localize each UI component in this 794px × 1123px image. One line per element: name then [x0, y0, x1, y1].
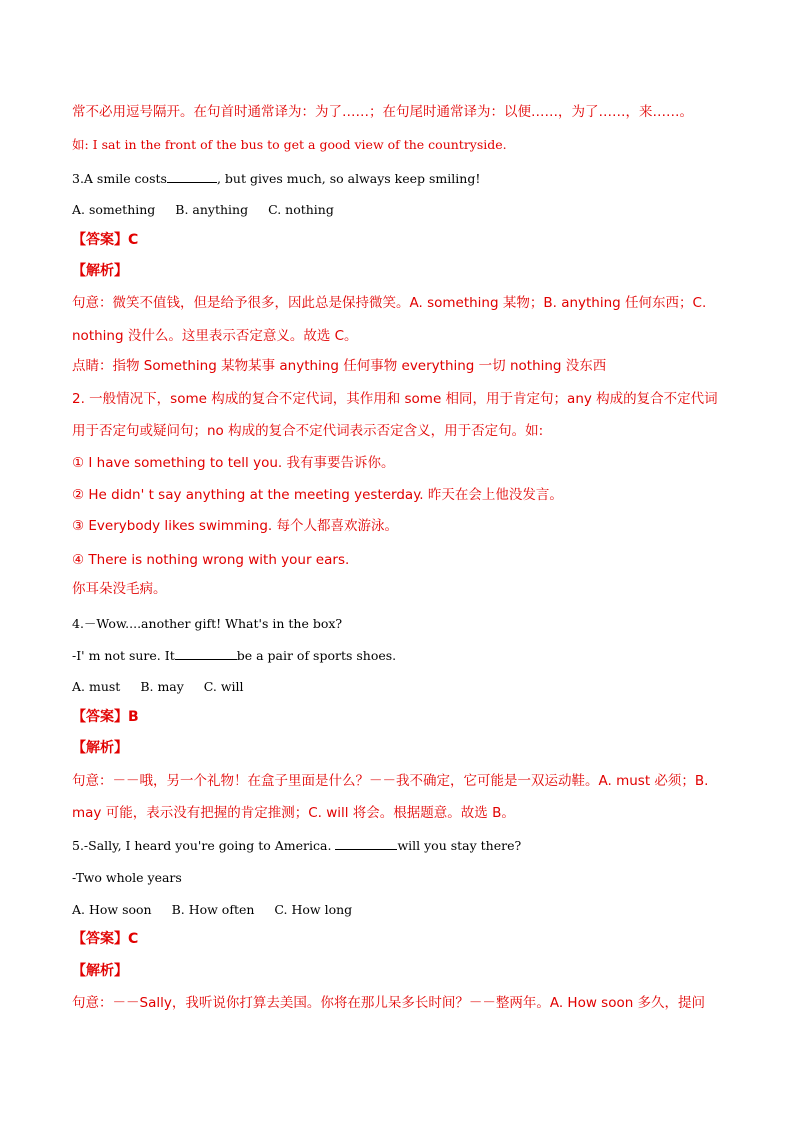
question-3-stem-end: , but gives much, so always keep smiling!	[216, 171, 481, 186]
question-5-stem-start: 5.-Sally, I heard you're going to America.	[72, 838, 332, 853]
tip-line: 点睛：指物 Something 某物某事 anything 任何事物 everything 一切 nothing 没东西	[72, 358, 607, 374]
analysis-label: 【解析】	[72, 963, 128, 979]
question-3-options	[72, 201, 734, 219]
question-5-stem	[72, 837, 734, 855]
question-4-stem-start: -I' m not sure. It	[72, 648, 175, 663]
answer-label: 【答案】C	[72, 232, 139, 248]
explanation-line: 句意：微笑不值钱，但是给予很多，因此总是保持微笑。A. something 某物；B. anything 任何东西；C.	[72, 295, 707, 311]
option-b: B. anything	[175, 202, 249, 217]
option-a: A. must	[72, 679, 121, 694]
question-5-options	[72, 901, 734, 919]
grammar-rule-line: 用于否定句或疑问句；no 构成的复合不定代词表示否定含义，用于否定句。如:	[72, 423, 544, 439]
question-3-stem	[72, 170, 734, 188]
analysis-label: 【解析】	[72, 740, 128, 756]
question-4-stem-end: be a pair of sports shoes.	[236, 648, 397, 663]
example-translation: 你耳朵没毛病。	[72, 581, 167, 597]
answer-blank	[167, 170, 217, 183]
analysis-label: 【解析】	[72, 263, 128, 279]
example-sentence: 如: I sat in the front of the bus to get a good view of the countryside.	[72, 137, 507, 152]
question-5-stem-line2: -Two whole years	[72, 870, 182, 885]
option-b: B. may	[140, 679, 184, 694]
option-a: A. How soon	[72, 902, 152, 917]
example-line: ① I have something to tell you. 我有事要告诉你。	[72, 455, 395, 471]
answer-label: 【答案】B	[72, 709, 139, 725]
option-b: B. How often	[171, 902, 255, 917]
question-4-stem-line2	[72, 647, 734, 665]
option-a: A. something	[72, 202, 156, 217]
example-line: ③ Everybody likes swimming. 每个人都喜欢游泳。	[72, 518, 398, 534]
example-line: ④ There is nothing wrong with your ears.	[72, 552, 350, 568]
option-c: C. will	[203, 679, 244, 694]
answer-label: 【答案】C	[72, 931, 139, 947]
answer-blank	[335, 837, 397, 850]
question-5-stem-end: will you stay there?	[397, 838, 522, 853]
explanation-line: 常不必用逗号隔开。在句首时通常译为：为了……；在句尾时通常译为：以便……，为了……，来……。	[72, 104, 693, 120]
option-c: C. nothing	[268, 202, 334, 217]
question-3-stem-start: 3.A smile costs	[72, 171, 167, 186]
answer-blank	[175, 647, 237, 660]
option-c: C. How long	[274, 902, 353, 917]
explanation-line: 句意：－－Sally，我听说你打算去美国。你将在那儿呆多长时间？－－整两年。A. How soon 多久，提问	[72, 995, 706, 1011]
explanation-line: 句意：－－哦，另一个礼物！在盒子里面是什么？－－我不确定，它可能是一双运动鞋。A. must 必须；B.	[72, 773, 709, 789]
grammar-rule-line: 2. 一般情况下，some 构成的复合不定代词，其作用和 some 相同，用于肯定句；any 构成的复合不定代词	[72, 391, 718, 407]
explanation-line: nothing 没什么。这里表示否定意义。故选 C。	[72, 328, 358, 344]
explanation-line: may 可能，表示没有把握的肯定推测；C. will 将会。根据题意。故选 B。	[72, 805, 515, 821]
question-4-stem: 4.－Wow....another gift! What's in the box?	[72, 616, 343, 631]
example-line: ② He didn' t say anything at the meeting yesterday. 昨天在会上他没发言。	[72, 487, 563, 503]
question-4-options	[72, 678, 734, 696]
